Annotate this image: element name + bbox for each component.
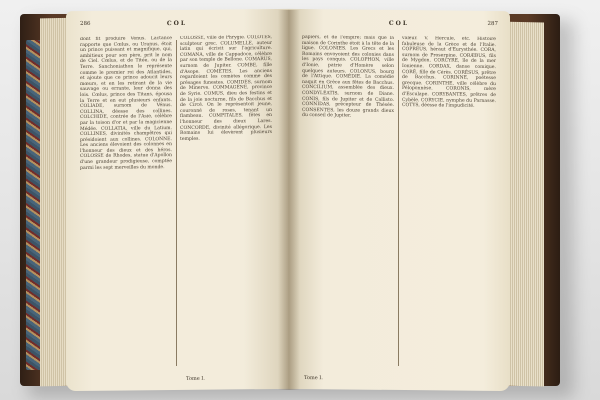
right-running-head: COL	[388, 19, 410, 28]
left-page-column-2: COLOSSE, ville de Phrygie. COLOTES, sculpteur grec. COLUMELLE, auteur latin qui écrivit sur l'agriculture. COMANA, ville de Cappadoce, célèbre par son temple de Bellone. COMARUS, surnom de Jupiter. COMBE, fille d'Asope. COMÈTES. Les anciens regardoient les comètes comme des présages funestes. COMIDES, surnom de Minerve. COMMAGÈNE, province de Syrie. COMUS, dieu des festins et de la joie nocturne, fils de Bacchus et de Circé. On le représentoit jeune, couronné de roses, tenant un flambeau. COMPITALES, fêtes en l'honneur des dieux Lares. CONCORDE, divinité allégorique. Les Romains lui élevèrent plusieurs temples.	[180, 35, 272, 142]
right-page-number: 287	[487, 20, 498, 28]
right-page-column-1: papiers, et de l'empire; mais que la maison de Corinthe étoit à la tête de la ligue. COLONIES. Les Grecs et les Romains envoyoient des colonies dans les pays conquis. COLOPHON, ville d'Ionie, patrie d'Homère selon quelques auteurs. COLONUS, bourg de l'Attique. COMÉDIE. La comédie naquit en Grèce aux fêtes de Bacchus. CONCILIUM, assemblée des dieux. CONDYLÉATIS, surnom de Diane. CONIS, fils de Jupiter et de Callisto. CONNIDAS, précepteur de Thésée. CONSENTES, les douze grands dieux du conseil de Jupiter.	[302, 34, 394, 119]
book-gutter	[278, 10, 300, 390]
left-running-head: COL	[166, 19, 188, 28]
left-column-rule	[176, 40, 177, 366]
left-page-footer: Tome I.	[186, 375, 205, 382]
left-page-column-1: dont fit produire Vénus. Lactance rapporte que Cœlus, ou Uranus, étoit un prince puissant et magnifique, qui, ambitieux pour son père, prit le nom de Ciel. Cœlus, et de Titée, ou de la Terre. Sanchoniathon le représente comme le premier roi des Atlantides, et ajoute que ce prince adoucit leurs mœurs, et en les retirant de la vie sauvage ou errante, leur donna des lois. Cœlus, prince des Titans, épousa la Terre et en eut plusieurs enfants. COLIADE, surnom de Vénus. COLLINA, déesse des collines. COLCHIDE, contrée de l'Asie, célèbre par la toison d'or et par la magicienne Médée. COLLATIA, ville du Latium. COLLINES, divinités champêtres qui présidoient aux collines. COLONNE. Les anciens élevoient des colonnes en l'honneur des dieux et des héros. COLOSSE de Rhodes, statue d'Apollon d'une grandeur prodigieuse, comptée parmi les sept merveilles du monde.	[80, 36, 172, 171]
left-page-number: 286	[80, 20, 91, 28]
left-page-header	[66, 19, 288, 35]
right-page	[288, 9, 510, 391]
right-page-column-2: valeur. V. Hercule, etc. Histoire fabuleuse de la Grèce et de l'Italie. COPREUS, héraut d'Eurysthée. CORA, surnom de Proserpine. CORÆBUS, fils de Mygdon. CORCYRE, île de la mer Ionienne. CORDAX, danse comique. CORÉ, fille de Cérès. CORÉSUS, prêtre de Bacchus. CORINNE, poétesse grecque. CORINTHE, ville célèbre du Péloponnèse. CORONIS, mère d'Esculape. CORYBANTES, prêtres de Cybèle. CORYCIE, nymphe du Parnasse. COTYS, déesse de l'impudicité.	[402, 36, 496, 109]
right-page-footer: Tome I.	[304, 375, 323, 382]
right-page-header	[288, 19, 510, 35]
left-page	[66, 9, 288, 391]
right-column-rule	[398, 40, 399, 366]
